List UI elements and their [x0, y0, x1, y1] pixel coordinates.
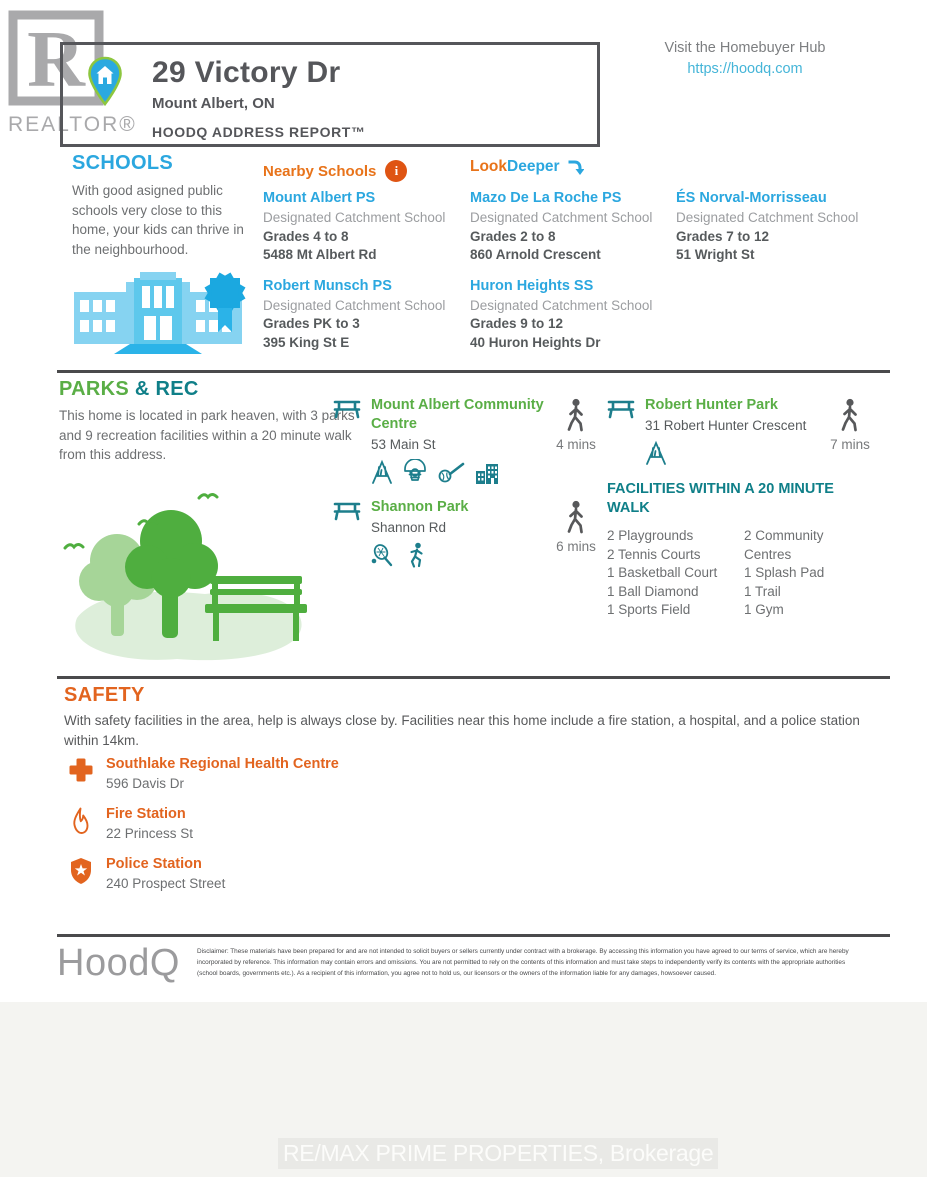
school-name: Mount Albert PS	[263, 190, 376, 206]
safety-item	[66, 806, 339, 841]
park-address: Shannon Rd	[371, 520, 447, 535]
facility-item: 1 Sports Field	[607, 602, 691, 617]
school-address: 860 Arnold Crescent	[470, 247, 601, 262]
hub-text: Visit the Homebuyer Hub	[664, 40, 826, 56]
school-grades: Grades 4 to 8	[263, 228, 349, 244]
walk-time-label: 6 mins	[556, 539, 596, 554]
school-address: 51 Wright St	[676, 247, 755, 262]
safety-list	[66, 756, 339, 906]
facility-item: 1 Basketball Court	[607, 565, 718, 580]
baseball-icon	[437, 461, 465, 485]
police-shield-icon	[66, 856, 96, 885]
walk-time	[822, 398, 878, 452]
school-grades: Grades 7 to 12	[676, 228, 770, 244]
parks-heading-parks: PARKS	[59, 378, 130, 400]
safety-name: Fire Station	[106, 806, 186, 822]
hospital-cross-icon	[66, 756, 96, 783]
lookdeeper-schools-column	[470, 190, 670, 365]
swing-icon	[645, 440, 667, 466]
lookdeeper-link[interactable]	[470, 158, 584, 176]
school-item	[263, 190, 463, 265]
section-divider	[57, 676, 890, 679]
school-item	[470, 190, 670, 265]
brokerage-watermark: RE/MAX PRIME PROPERTIES, Brokerage	[278, 1138, 718, 1169]
safety-heading: SAFETY	[64, 684, 145, 706]
info-icon[interactable]: i	[385, 160, 407, 182]
tennis-racket-icon	[371, 544, 397, 568]
hoodq-logo: HoodQ	[57, 942, 180, 984]
park-name: Mount Albert Community Centre	[371, 397, 544, 432]
school-building-illustration	[72, 270, 254, 363]
school-name: ÉS Norval-Morrisseau	[676, 190, 827, 206]
park-facility-icons	[371, 459, 553, 485]
walking-person-icon	[563, 500, 589, 534]
lookdeeper-arrow-icon	[567, 159, 584, 175]
walk-time	[548, 500, 604, 554]
bottom-band	[0, 1002, 927, 1177]
school-item	[263, 278, 463, 353]
school-type: Designated Catchment School	[676, 210, 859, 225]
address-line2: Mount Albert, ON	[152, 95, 275, 112]
park-entry	[333, 498, 553, 568]
facility-item: 2 Tennis Courts	[607, 546, 701, 562]
nearby-schools-label	[263, 160, 407, 182]
map-pin-icon	[86, 56, 124, 113]
safety-item	[66, 756, 339, 791]
school-type: Designated Catchment School	[470, 210, 653, 225]
building-icon	[474, 461, 500, 485]
park-address: 31 Robert Hunter Crescent	[645, 418, 807, 433]
picnic-bench-icon	[333, 399, 361, 419]
school-type: Designated Catchment School	[263, 297, 446, 313]
facilities-heading: FACILITIES WITHIN A 20 MINUTE WALK	[607, 481, 834, 516]
realtor-wordmark: REALTOR®	[8, 113, 137, 136]
facility-item: 1 Splash Pad	[744, 565, 825, 580]
picnic-bench-icon	[607, 399, 635, 419]
school-address: 5488 Mt Albert Rd	[263, 247, 377, 262]
park-illustration	[55, 466, 313, 676]
facility-item: 2 Community Centres	[744, 528, 824, 562]
parks-heading	[59, 378, 199, 401]
schools-column-right	[676, 190, 876, 278]
lookdeeper-look: Look	[470, 158, 508, 175]
school-address: 395 King St E	[263, 334, 350, 350]
nearby-schools-text: Nearby Schools	[263, 162, 377, 180]
report-title: HOODQ ADDRESS REPORT™	[152, 124, 366, 140]
school-grades: Grades PK to 3	[263, 316, 360, 331]
walking-person-icon	[563, 398, 589, 432]
safety-name: Police Station	[106, 856, 202, 872]
parks-description: This home is located in park heaven, with 3 parks and 9 recreation facilities within a 20 minute walk from this address.	[59, 408, 355, 462]
school-name: Mazo De La Roche PS	[470, 190, 622, 206]
park-name: Shannon Park	[371, 499, 469, 515]
property-address	[152, 56, 366, 140]
flame-icon	[66, 806, 96, 835]
facility-item: 1 Gym	[744, 602, 784, 617]
nearby-schools-column	[263, 190, 463, 365]
school-type: Designated Catchment School	[470, 297, 653, 313]
school-item	[470, 278, 670, 353]
lookdeeper-deeper: Deeper	[507, 158, 560, 175]
address-line1: 29 Victory Dr	[152, 56, 341, 89]
runner-icon	[406, 542, 426, 568]
facilities-summary	[607, 480, 857, 620]
walk-time-label: 4 mins	[556, 437, 596, 452]
school-name: Huron Heights SS	[470, 277, 594, 294]
school-type: Designated Catchment School	[263, 210, 446, 225]
school-name: Robert Munsch PS	[263, 277, 392, 294]
park-facility-icons	[645, 440, 806, 466]
park-entry	[607, 396, 832, 466]
school-address: 40 Huron Heights Dr	[470, 334, 601, 350]
safety-item	[66, 856, 339, 891]
parks-heading-rec: & REC	[134, 378, 199, 400]
schools-description: With good asigned public schools very close to this home, your kids can thrive in the neighbourhood.	[72, 183, 244, 257]
facilities-column-1	[607, 527, 744, 620]
safety-address: 22 Princess St	[106, 826, 194, 841]
svg-text:R: R	[27, 16, 85, 104]
walking-person-icon	[837, 398, 863, 432]
park-address: 53 Main St	[371, 437, 436, 452]
school-grades: Grades 9 to 12	[470, 316, 564, 331]
section-divider	[57, 934, 890, 937]
park-name: Robert Hunter Park	[645, 397, 778, 413]
homebuyer-hub	[645, 40, 845, 77]
swing-icon	[371, 459, 393, 485]
facility-item: 2 Playgrounds	[607, 528, 694, 543]
walk-time-label: 7 mins	[830, 437, 870, 452]
facility-item: 1 Ball Diamond	[607, 583, 699, 599]
safety-description: With safety facilities in the area, help is always close by. Facilities near this home include a fire station, a hospital, and a police station within 14km.	[64, 713, 860, 748]
safety-address: 596 Davis Dr	[106, 776, 185, 791]
safety-address: 240 Prospect Street	[106, 876, 226, 891]
walk-time	[548, 398, 604, 452]
section-divider	[57, 370, 890, 373]
school-item	[676, 190, 876, 265]
disclaimer-text: Disclaimer: These materials have been prepared for and are not intended to solicit buyers or sellers currently under contract with a brokerage. By accessing this information you have agreed to our terms of service, which are hereby incorporated by reference. This information may contain errors and omissions. You are not permitted to rely on the contents of this information and must take steps to independently verify its contents with the appropriate authorities (school boards, governments etc.). As a recipient of this information, you agree not to hold us, our licensors or the owners of the information liable for any damages, howsoever caused.	[197, 948, 849, 977]
park-entry	[333, 396, 553, 485]
facilities-column-2	[744, 527, 854, 620]
safety-name: Southlake Regional Health Centre	[106, 756, 339, 772]
hub-link[interactable]: https://hoodq.com	[687, 61, 803, 77]
school-grades: Grades 2 to 8	[470, 228, 556, 244]
park-facility-icons	[371, 542, 469, 568]
picnic-bench-icon	[333, 501, 361, 521]
basketball-hoop-icon	[402, 459, 428, 485]
schools-heading: SCHOOLS	[72, 152, 173, 174]
facility-item: 1 Trail	[744, 583, 781, 599]
